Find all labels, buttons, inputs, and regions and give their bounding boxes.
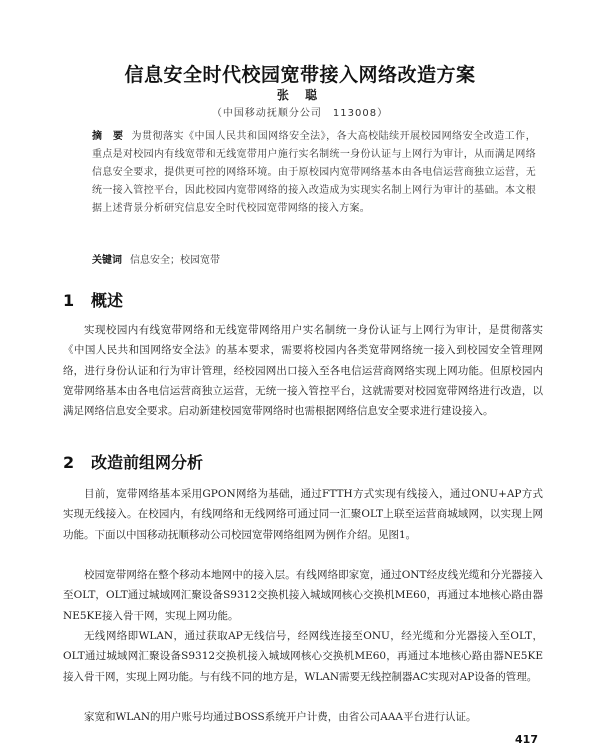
keywords-label: 关键词 [92,255,122,266]
paper-author: 张 聪 [276,88,324,102]
section-heading-network-analysis [63,450,203,473]
abstract-block [92,128,536,218]
section-number: 2 [63,453,75,472]
section-2-paragraph-4: 家宽和WLAN的用户账号均通过BOSS系统开户计费，由省公司AAA平台进行认证。 [84,711,477,723]
paper-affiliation: （中国移动抚顺分公司 113008） [211,108,389,119]
section-1-paragraph: 实现校园内有线宽带网络和无线宽带网络用户实名制统一身份认证与上网行为审计，是贯彻落实《中国人民共和国网络安全法》的基本要求，需要将校园内各类宽带网络统一接入到校园安全管理网络，进行身份认证和行为审计管理，经校园网出口接入至各电信运营商网络实现上网功能。但原校园内宽带网络基本由各电信运营商独立运营，无统一接入管控平台，这就需要对校园宽带网络进行改造，以满足网络信息安全要求。启动新建校园宽带网络时也需根据网络信息安全要求进行建设接入。 [63,324,543,418]
section-2-paragraph-3: 无线网络即WLAN，通过获取AP无线信号，经网线连接至ONU，经光缆和分光器接入至OLT，OLT通过城域网汇聚设备S9312交换机接入城域网核心交换机ME60，再通过本地核心路由器NE5KE接入骨干网，实现上网功能。与有线不同的地方是，WLAN需要无线控制器AC实现对AP设备的管理。 [63,630,543,683]
section-2-paragraph-2: 校园宽带网络在整个移动本地网中的接入层。有线网络即家宽，通过ONT经皮线光缆和分光器接入至OLT，OLT通过城域网汇聚设备S9312交换机接入城域网核心交换机ME60，再通过本地核心路由器NE5KE接入骨干网，实现上网功能。 [63,569,543,622]
paper-title: 信息安全时代校园宽带接入网络改造方案 [124,64,476,86]
section-heading-overview [63,288,123,311]
section-title: 改造前组网分析 [91,453,204,472]
section-number: 1 [63,291,75,310]
keywords-text: 信息安全；校园宽带 [130,255,220,266]
abstract-label: 摘 要 [92,131,124,142]
keywords-block [92,254,536,268]
page-number: 417 [515,733,538,746]
abstract-text: 为贯彻落实《中国人民共和国网络安全法》，各大高校陆续开展校园网络安全改造工作，重点是对校园内有线宽带和无线宽带用户施行实名制统一身份认证与上网行为审计，从而满足网络信息安全要求，提供更可控的网络环境。由于原校园内宽带网络基本由各电信运营商独立运营，无统一接入管控平台，因此校园内宽带网络的接入改造成为实现实名制上网行为审计的基础。本文根据上述背景分析研究信息安全时代校园宽带网络的接入方案。 [92,131,536,214]
section-title: 概述 [91,291,124,310]
section-2-paragraph-1: 目前，宽带网络基本采用GPON网络为基础，通过FTTH方式实现有线接入，通过ONU+AP方式实现无线接入。在校园内，有线网络和无线网络可通过同一汇聚OLT上联至运营商城域网，以实现上网功能。下面以中国移动抚顺移动公司校园宽带网络组网为例作介绍。见图1。 [63,488,543,541]
